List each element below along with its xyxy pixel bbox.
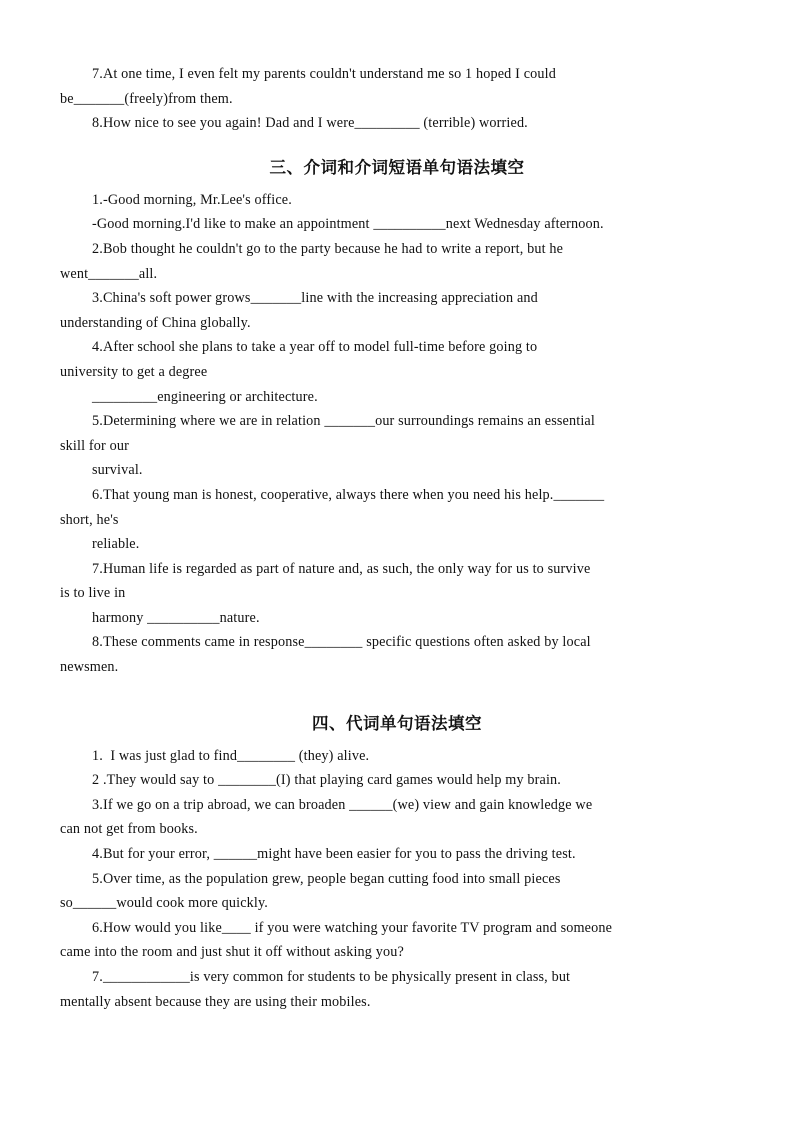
question-s4-q7 bbox=[60, 965, 734, 1014]
question-line: university to get a degree bbox=[60, 363, 208, 380]
question-s4-q1 bbox=[60, 744, 734, 769]
question-line: 2 .They would say to ________(I) that playing card games would help my brain. bbox=[92, 772, 561, 789]
question-line: understanding of China globally. bbox=[60, 314, 251, 331]
question-s4-q4 bbox=[60, 842, 734, 867]
question-s4-q2 bbox=[60, 768, 734, 793]
question-line: came into the room and just shut it off without asking you? bbox=[60, 944, 404, 961]
question-line: 8.How nice to see you again! Dad and I were_________ (terrible) worried. bbox=[92, 115, 528, 132]
question-line: can not get from books. bbox=[60, 821, 198, 838]
question-line: 2.Bob thought he couldn't go to the party because he had to write a report, but he bbox=[92, 240, 564, 257]
section-4-heading: 四、代词单句语法填空 bbox=[312, 713, 482, 733]
question-line: 1. I was just glad to find________ (they) alive. bbox=[92, 747, 370, 764]
question-line: survival. bbox=[92, 462, 143, 479]
question-line: 6.How would you like____ if you were watching your favorite TV program and someone bbox=[92, 919, 613, 936]
question-line: -Good morning.I'd like to make an appointment __________next Wednesday afternoon. bbox=[92, 216, 604, 233]
question-s3-q4 bbox=[60, 335, 734, 409]
question-line: 3.China's soft power grows_______line with the increasing appreciation and bbox=[92, 290, 538, 307]
question-q8-prev bbox=[60, 111, 734, 136]
question-s4-q3 bbox=[60, 793, 734, 842]
question-line: 3.If we go on a trip abroad, we can broaden ______(we) view and gain knowledge we bbox=[92, 796, 593, 813]
question-q7-prev bbox=[60, 62, 734, 111]
worksheet-content bbox=[60, 62, 734, 1014]
question-line: reliable. bbox=[92, 536, 140, 553]
question-line: is to live in bbox=[60, 585, 126, 602]
question-line: 4.But for your error, ______might have been easier for you to pass the driving test. bbox=[92, 846, 576, 863]
question-line: 7.At one time, I even felt my parents couldn't understand me so 1 hoped I could bbox=[92, 66, 556, 82]
question-s3-q3 bbox=[60, 286, 734, 335]
question-s4-q5 bbox=[60, 867, 734, 916]
question-s3-q2 bbox=[60, 237, 734, 286]
question-s3-q5 bbox=[60, 409, 734, 483]
question-line: be_______(freely)from them. bbox=[60, 90, 233, 107]
question-line: so______would cook more quickly. bbox=[60, 895, 268, 912]
question-s3-q6 bbox=[60, 483, 734, 557]
question-s3-q8 bbox=[60, 630, 734, 679]
question-line: 7.Human life is regarded as part of nature and, as such, the only way for us to survive bbox=[92, 560, 591, 577]
question-line: 6.That young man is honest, cooperative, always there when you need his help._______ bbox=[92, 486, 605, 503]
question-line: 4.After school she plans to take a year off to model full-time before going to bbox=[92, 339, 538, 356]
question-line: 5.Over time, as the population grew, people began cutting food into small pieces bbox=[92, 870, 561, 887]
question-s3-q7 bbox=[60, 557, 734, 631]
question-line: 7.____________is very common for students to be physically present in class, but bbox=[92, 969, 571, 985]
question-line: 1.-Good morning, Mr.Lee's office. bbox=[92, 191, 292, 208]
question-s3-q1 bbox=[60, 188, 734, 237]
question-line: mentally absent because they are using their mobiles. bbox=[60, 993, 371, 1010]
question-line: skill for our bbox=[60, 437, 129, 454]
question-line: went_______all. bbox=[60, 265, 158, 282]
question-line: short, he's bbox=[60, 511, 119, 528]
question-s4-q6 bbox=[60, 916, 734, 965]
question-line: _________engineering or architecture. bbox=[92, 388, 318, 405]
question-line: 8.These comments came in response________ specific questions often asked by local bbox=[92, 634, 591, 651]
section-3-heading: 三、介词和介词短语单句语法填空 bbox=[269, 157, 525, 177]
question-line: 5.Determining where we are in relation _______our surroundings remains an essential bbox=[92, 413, 595, 430]
question-line: newsmen. bbox=[60, 659, 119, 676]
question-line: harmony __________nature. bbox=[92, 609, 260, 626]
